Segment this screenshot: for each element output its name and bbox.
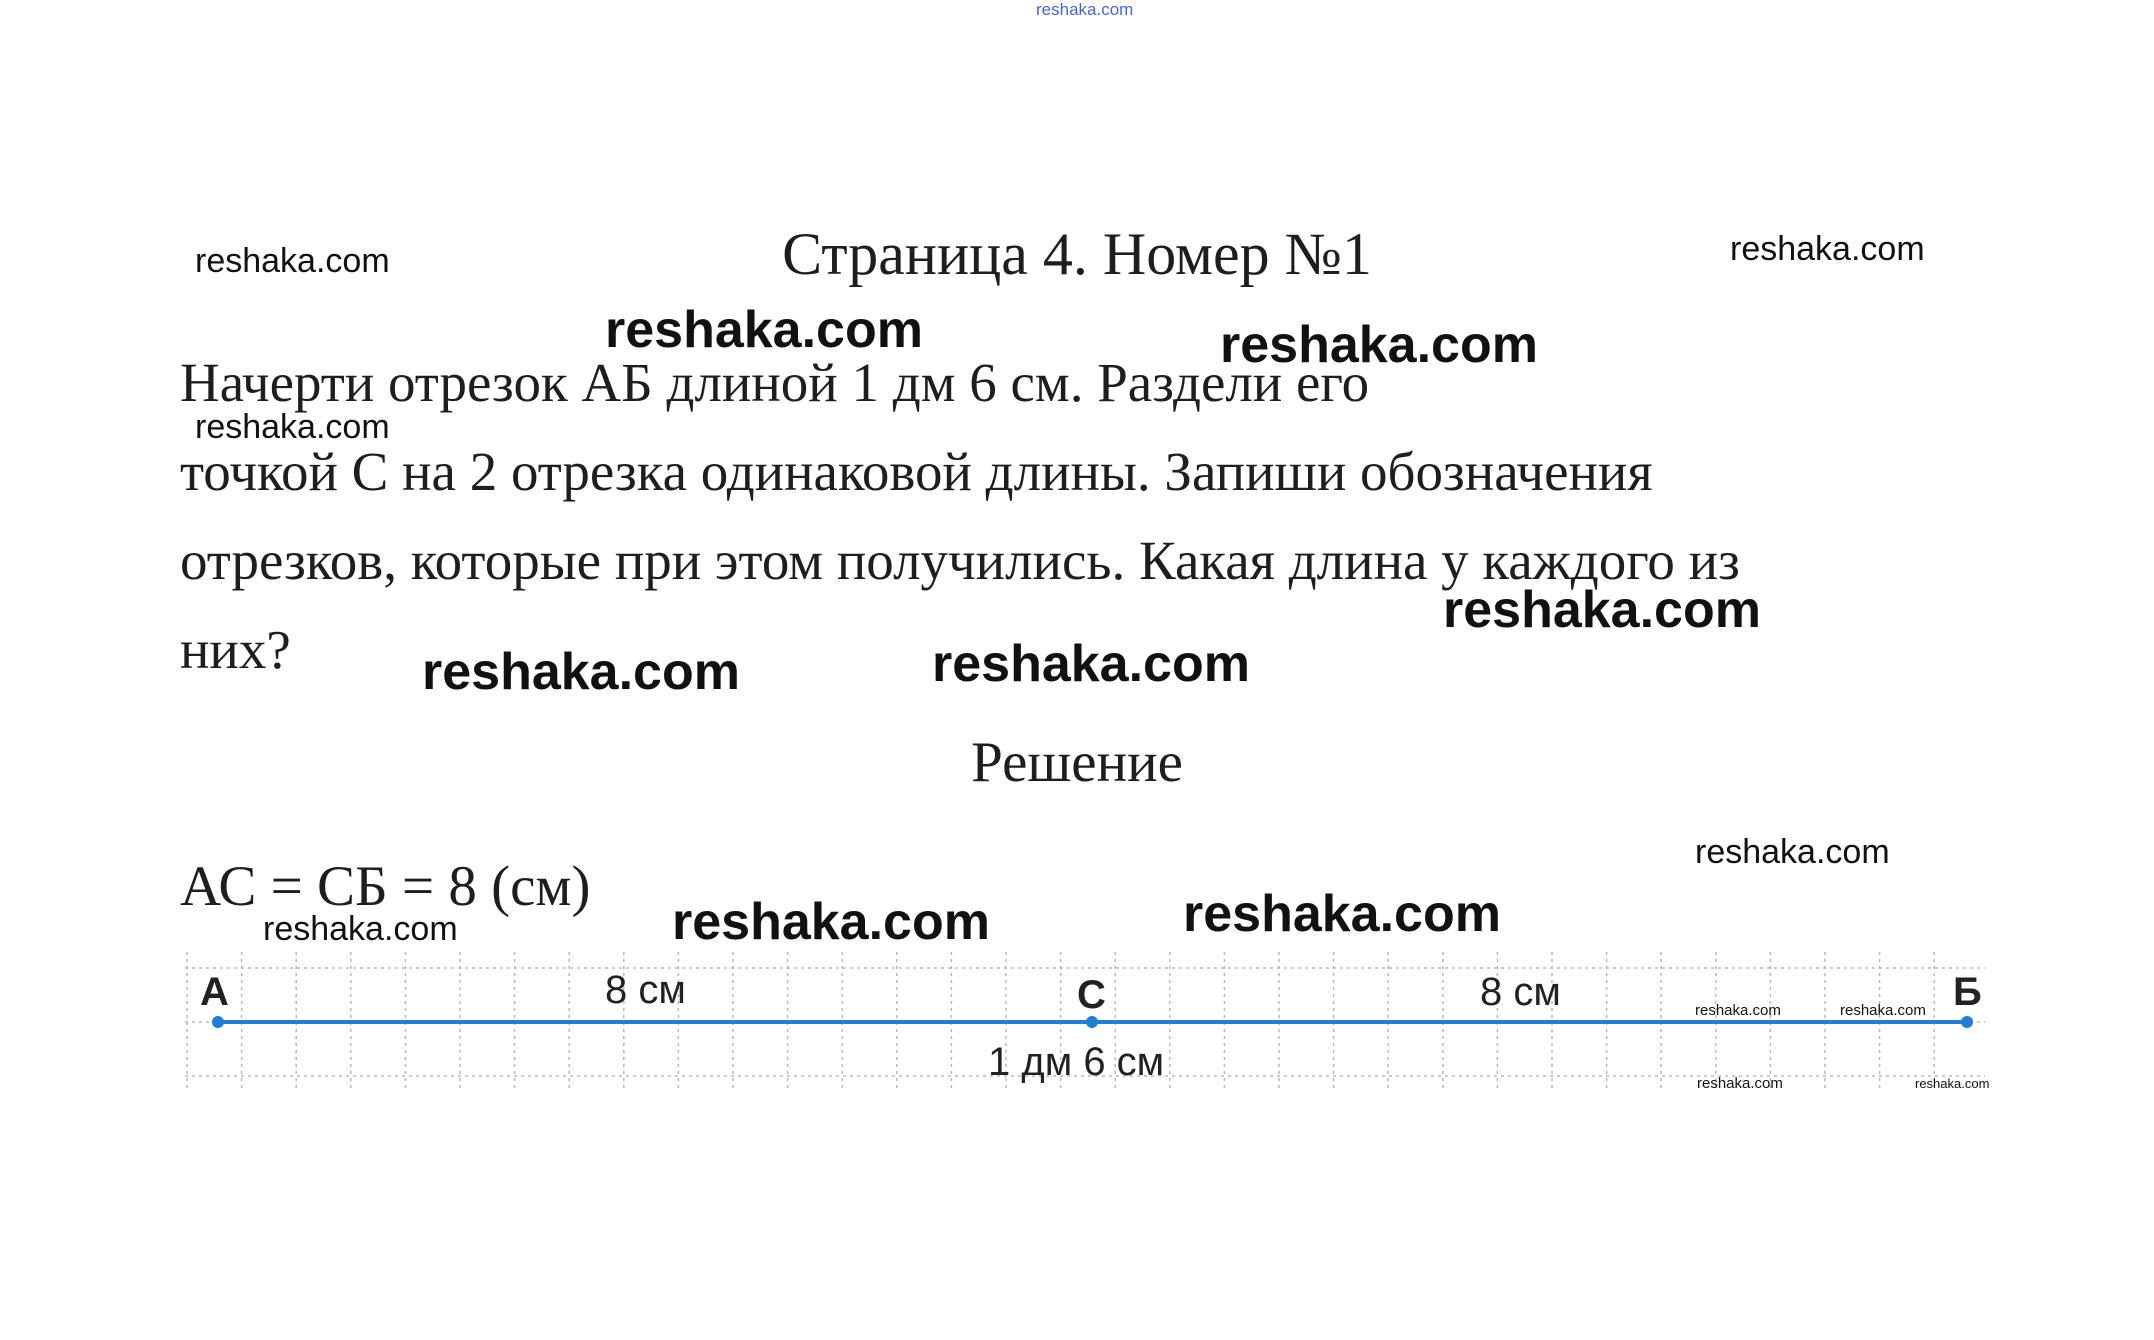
label-total: 1 дм 6 см — [988, 1040, 1165, 1084]
solution-heading: Решение — [971, 731, 1183, 794]
page-title: Страница 4. Номер №1 — [782, 221, 1372, 287]
point-b-label: Б — [1953, 970, 1982, 1014]
solution-answer: АС = СБ = 8 (см) — [180, 855, 591, 918]
watermark: reshaka.com — [1697, 1075, 1783, 1092]
watermark: reshaka.com — [605, 301, 923, 359]
watermark: reshaka.com — [195, 408, 390, 446]
point-b-dot — [1961, 1016, 1973, 1028]
point-c-dot — [1086, 1016, 1098, 1028]
watermark: reshaka.com — [1695, 833, 1890, 871]
watermark: reshaka.com — [932, 635, 1250, 693]
task-line: точкой С на 2 отрезка одинаковой длины. Запиши обозначения — [180, 441, 1653, 502]
task-line: Начерти отрезок АБ длиной 1 дм 6 см. Раздели его — [180, 352, 1370, 413]
point-c-label: С — [1077, 973, 1106, 1017]
watermark: reshaka.com — [195, 242, 390, 280]
watermark: reshaka.com — [263, 910, 458, 948]
watermark: reshaka.com — [1443, 581, 1761, 639]
point-a-dot — [212, 1016, 224, 1028]
watermark: reshaka.com — [1695, 1002, 1781, 1019]
watermark: reshaka.com — [1915, 1076, 1990, 1091]
watermark: reshaka.com — [422, 643, 740, 701]
watermark: reshaka.com — [672, 893, 990, 951]
point-a-label: А — [200, 970, 229, 1014]
task-line: них? — [180, 619, 291, 680]
segment-figure — [185, 950, 1985, 1090]
label-ac: 8 см — [605, 968, 686, 1012]
task-line: отрезков, которые при этом получились. Какая длина у каждого из — [180, 530, 1740, 591]
site-link[interactable]: reshaka.com — [1036, 0, 1134, 19]
watermark: reshaka.com — [1730, 230, 1925, 268]
label-cb: 8 см — [1480, 970, 1561, 1014]
watermark: reshaka.com — [1840, 1002, 1926, 1019]
watermark: reshaka.com — [1220, 316, 1538, 374]
watermark: reshaka.com — [1183, 885, 1501, 943]
segment-figure-svg — [185, 950, 1985, 1090]
